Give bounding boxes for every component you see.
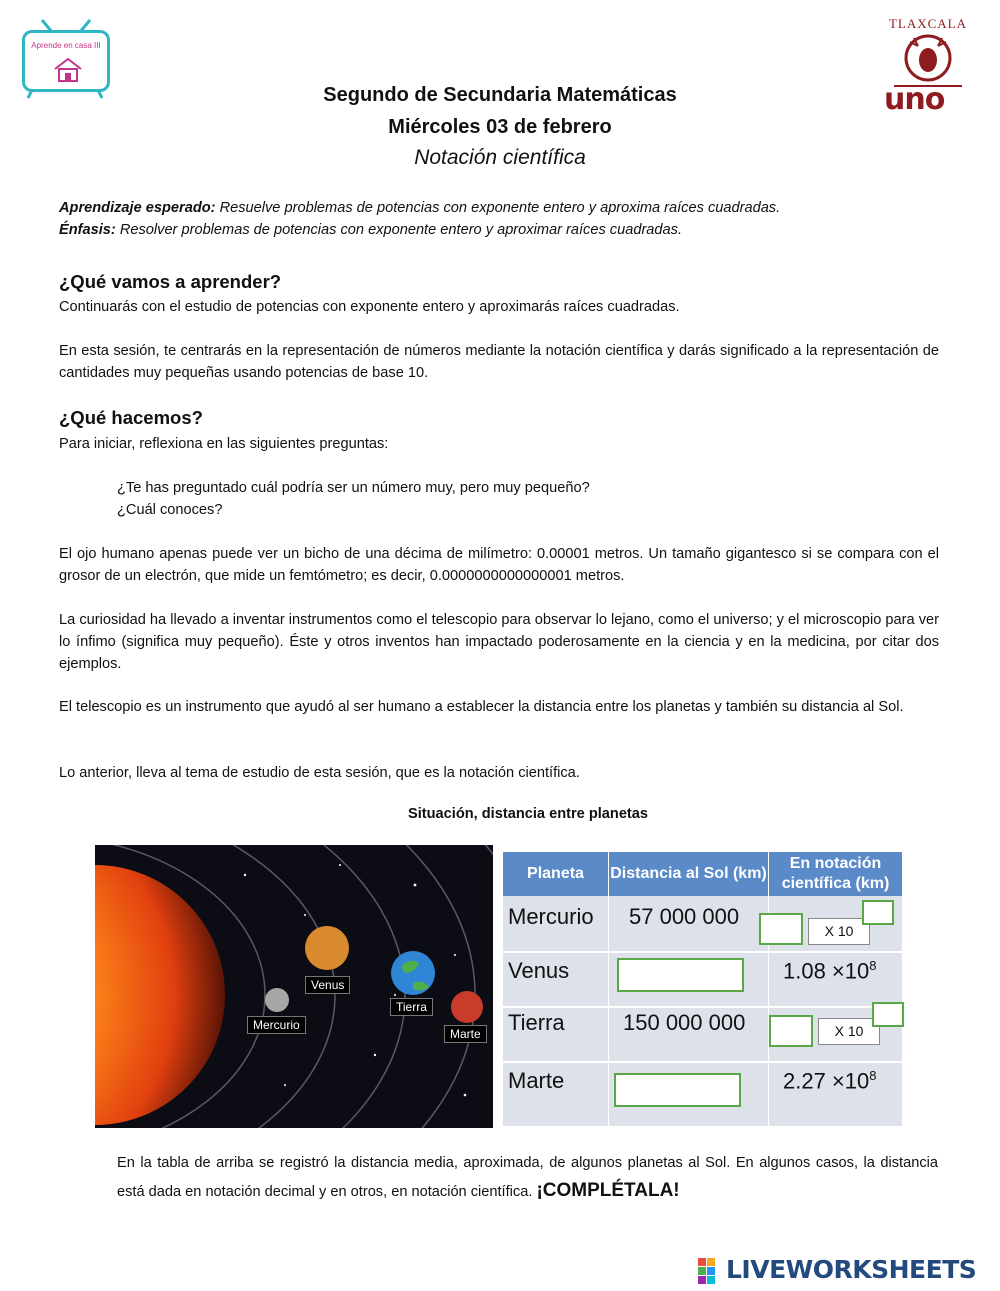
section-heading-aprender: ¿Qué vamos a aprender? [59, 271, 282, 292]
venus-notacion-exp: 8 [869, 958, 877, 973]
paragraph: El ojo humano apenas puede ver un bicho de una décima de milímetro: 0.00001 metros. Un tamaño gigantesco si se compara con el grosor de un electrón, que mide un femtómetro; es decir, 0.0000000000000001 metros. [59, 546, 939, 584]
instructions-text: En la tabla de arriba se registró la distancia media, aproximada, de algunos planetas al Sol. En algunos casos, la distancia está dada en notación decimal y en otros, en notación científica. [117, 1155, 938, 1200]
mercurio-label: Mercurio [247, 1016, 306, 1034]
situation-title: Situación, distancia entre planetas [407, 806, 649, 822]
aprendizaje-label: Aprendizaje esperado: [59, 200, 216, 216]
cell-distancia-tierra: 150 000 000 [623, 1010, 746, 1035]
paragraph: En esta sesión, te centrarás en la representación de números mediante la notación científica y darás significado a la representación de cantidades muy pequeñas usando potencias de base 10. [59, 343, 939, 381]
enfasis-label: Énfasis: [59, 222, 116, 238]
table-instructions [117, 1149, 938, 1206]
paragraph: La curiosidad ha llevado a inventar instrumentos como el telescopio para observar lo lejano, como el universo; y el microscopio para ver lo ínfimo (significa muy pequeño). Éste y otros inventos han impactado poderosamente en la ciencia y en la medicina, por citar dos ejemplos. [59, 612, 939, 672]
page-title: Segundo de Secundaria Matemáticas [323, 84, 677, 106]
venus-label: Venus [305, 976, 350, 994]
question: ¿Te has preguntado cuál podría ser un número muy, pero muy pequeño? [117, 480, 590, 496]
marte-notacion-exp: 8 [869, 1068, 877, 1083]
logo-name: uno [884, 82, 945, 117]
tierra-coefficient-input[interactable] [769, 1015, 813, 1047]
marte-distance-input[interactable] [614, 1073, 741, 1107]
cell-notacion-marte [783, 1068, 876, 1094]
tierra-x10-label: X 10 [818, 1018, 880, 1045]
planet-table [503, 852, 902, 1126]
complete-emphasis: ¡COMPLÉTALA! [536, 1180, 680, 1201]
divider [503, 1061, 902, 1063]
header-distancia: Distancia al Sol (km) [609, 852, 768, 896]
mercurio-x10-label: X 10 [808, 918, 870, 945]
house-icon [53, 57, 83, 83]
paragraph: El telescopio es un instrumento que ayudó al ser humano a establecer la distancia entre los planetas y también su distancia al Sol. [59, 699, 904, 715]
section-heading-hacemos: ¿Qué hacemos? [59, 407, 203, 428]
question: ¿Cuál conoces? [117, 502, 223, 518]
logo-title: TLAXCALA [888, 16, 968, 31]
cell-distancia-mercurio: 57 000 000 [629, 904, 740, 929]
brand-text: LIVEWORKSHEETS [726, 1255, 977, 1284]
cell-planeta-tierra: Tierra [508, 1010, 565, 1035]
page-subtitle: Notación científica [414, 146, 586, 169]
venus-notacion-base: 1.08 ×10 [783, 958, 870, 984]
divider [768, 852, 769, 1126]
cell-notacion-venus [783, 958, 876, 984]
marte-label: Marte [444, 1025, 487, 1043]
mercurio-exponent-input[interactable] [862, 900, 894, 925]
mercurio-coefficient-input[interactable] [759, 913, 803, 945]
liveworksheets-logo-icon [698, 1258, 724, 1284]
paragraph: Para iniciar, reflexiona en las siguientes preguntas: [59, 436, 389, 452]
enfasis-text: Resolver problemas de potencias con exponente entero y aproximar raíces cuadradas. [115, 222, 683, 238]
header-planeta: Planeta [503, 852, 608, 896]
liveworksheets-brand [698, 1255, 998, 1285]
solar-system-illustration [95, 845, 493, 1128]
tierra-label: Tierra [390, 998, 433, 1016]
cell-planeta-mercurio: Mercurio [508, 904, 594, 929]
divider [503, 951, 902, 953]
logo-text: Aprende en casa III [31, 41, 101, 50]
paragraph: Lo anterior, lleva al tema de estudio de esta sesión, que es la notación científica. [59, 765, 580, 781]
divider [608, 852, 609, 1126]
enfasis [59, 219, 939, 241]
page-date: Miércoles 03 de febrero [388, 116, 612, 138]
aprendizaje-text: Resuelve problemas de potencias con exponente entero y aproxima raíces cuadradas. [215, 200, 781, 216]
marte-notacion-base: 2.27 ×10 [783, 1068, 870, 1094]
tv-screen [22, 30, 110, 92]
header-notacion: En notación científica (km) [769, 852, 902, 896]
divider [503, 1006, 902, 1008]
cell-planeta-venus: Venus [508, 958, 570, 983]
solar-system-image [95, 845, 493, 1128]
paragraph: Continuarás con el estudio de potencias con exponente entero y aproximarás raíces cuadradas. [59, 299, 680, 315]
cell-planeta-marte: Marte [508, 1068, 565, 1093]
tierra-exponent-input[interactable] [872, 1002, 904, 1027]
venus-distance-input[interactable] [617, 958, 744, 992]
aprendizaje-esperado [59, 197, 939, 219]
